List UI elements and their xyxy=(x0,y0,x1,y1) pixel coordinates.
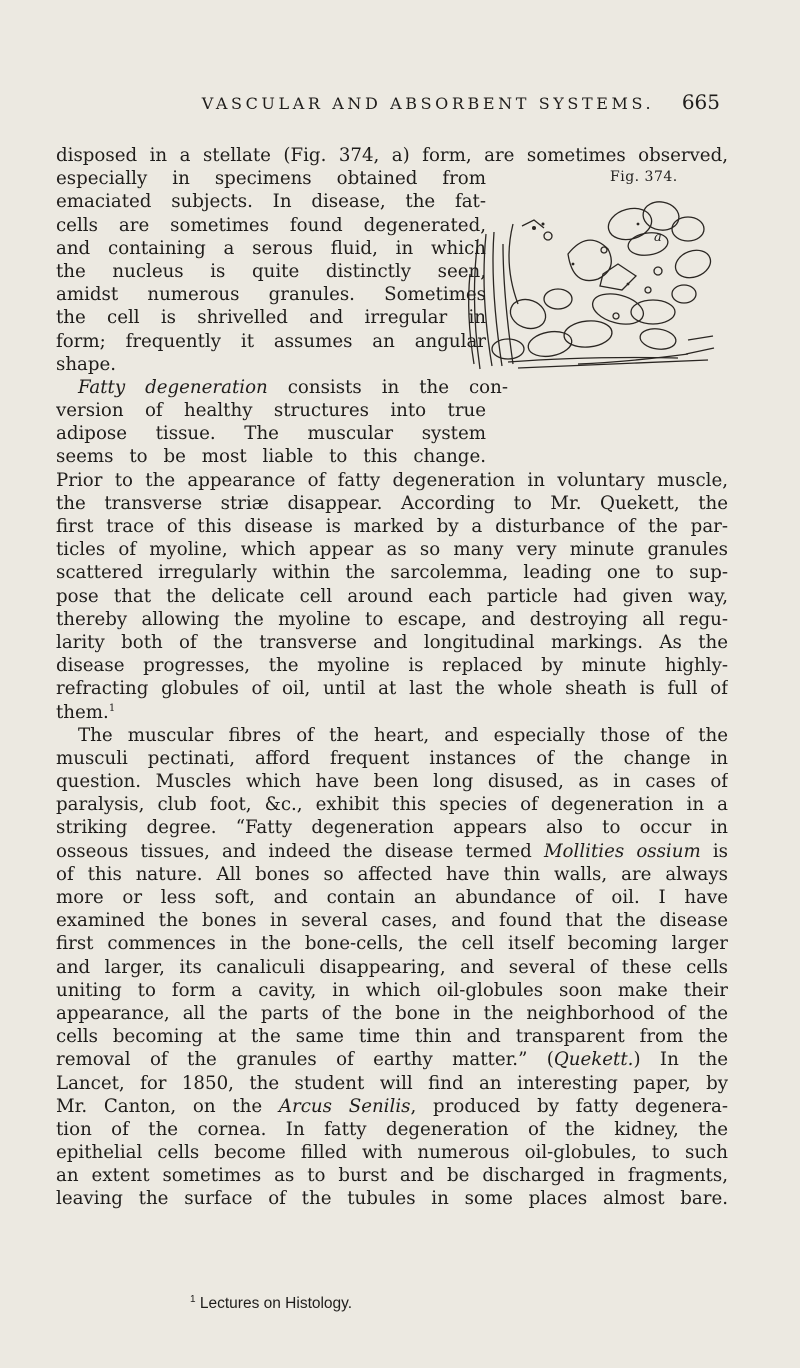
text-line: and larger, its canaliculi disappearing, and several of these cells xyxy=(56,956,728,978)
text-line: striking degree. “Fatty degeneration appears also to occur in xyxy=(56,817,728,839)
figure-caption: Fig. 374. xyxy=(610,169,678,185)
text-line: first trace of this disease is marked by a disturbance of the par- xyxy=(56,516,728,537)
text-line: ticles of myoline, which appear as so many very minute granules xyxy=(56,539,728,561)
text-line: amidst numerous granules. Sometimes xyxy=(56,284,486,306)
text-line: thereby allowing the myoline to escape, and destroying all regu- xyxy=(56,608,728,630)
footnote-reference: 1 xyxy=(108,702,116,714)
text-line xyxy=(56,1048,728,1071)
text-line: musculi pectinati, afford frequent instances of the change in xyxy=(56,747,728,769)
text-line: scattered irregularly within the sarcolemma, leading one to sup- xyxy=(56,562,728,584)
text-line: The muscular fibres of the heart, and especially those of the xyxy=(78,724,728,746)
emphasis: Mollities ossium xyxy=(543,840,701,862)
text-line: version of healthy structures into true xyxy=(56,400,486,422)
text-span: removal of the granules of earthy matter.” ( xyxy=(56,1049,554,1071)
text-span: them. xyxy=(56,701,109,723)
text-line: emaciated subjects. In disease, the fat- xyxy=(56,191,486,213)
text-line: an extent sometimes as to burst and be discharged in fragments, xyxy=(56,1165,728,1187)
page-number: 665 xyxy=(681,90,720,114)
text-line xyxy=(56,376,508,399)
footnote-text: Lectures on Histology. xyxy=(199,1295,353,1313)
text-line: uniting to form a cavity, in which oil-globules soon make their xyxy=(56,979,728,1001)
running-head: VASCULAR AND ABSORBENT SYSTEMS. xyxy=(201,94,655,113)
text-line: especially in specimens obtained from xyxy=(56,168,486,190)
text-line: refracting globules of oil, until at last the whole sheath is full of xyxy=(56,678,728,700)
footnote-mark: 1 xyxy=(190,1294,196,1305)
body-text xyxy=(56,144,728,1211)
text-line: shape. xyxy=(56,353,117,375)
text-line: cells becoming at the same time thin and transparent from the xyxy=(56,1026,728,1048)
emphasis: Fatty degeneration xyxy=(78,376,268,398)
text-line: question. Muscles which have been long disused, as in cases of xyxy=(56,771,728,793)
text-line: tion of the cornea. In fatty degeneration of the kidney, the xyxy=(56,1118,728,1140)
text-line xyxy=(56,701,728,724)
text-line: Prior to the appearance of fatty degeneration in voluntary muscle, xyxy=(56,469,728,491)
text-line: appearance, all the parts of the bone in the neighborhood of the xyxy=(56,1002,728,1024)
text-span: , produced by fatty degenera- xyxy=(410,1095,728,1117)
text-line: larity both of the transverse and longitudinal markings. As the xyxy=(56,631,728,653)
emphasis: Quekett. xyxy=(553,1049,634,1071)
text-line: of this nature. All bones so affected have thin walls, are always xyxy=(56,863,728,885)
text-span: ) In the xyxy=(633,1049,728,1071)
text-line: pose that the delicate cell around each particle had given way, xyxy=(56,585,728,607)
text-line: epithelial cells become filled with numerous oil-globules, to such xyxy=(56,1142,728,1164)
text-line: more or less soft, and contain an abundance of oil. I have xyxy=(56,887,728,908)
text-line xyxy=(56,1095,728,1118)
text-line: seems to be most liable to this change. xyxy=(56,446,486,468)
text-line: cells are sometimes found degenerated, xyxy=(56,214,486,236)
emphasis: Arcus Senilis xyxy=(278,1095,411,1117)
text-line: the cell is shrivelled and irregular in xyxy=(56,307,486,329)
text-span: is xyxy=(700,840,728,862)
text-line: the transverse striæ disappear. According to Mr. Quekett, the xyxy=(56,492,728,514)
text-span: osseous tissues, and indeed the disease termed xyxy=(56,840,544,862)
text-line: Lancet, for 1850, the student will find an interesting paper, by xyxy=(56,1072,728,1094)
text-line: leaving the surface of the tubules in some places almost bare. xyxy=(56,1188,728,1210)
footnote xyxy=(190,1294,650,1313)
text-line: the nucleus is quite distinctly seen, xyxy=(56,260,486,282)
text-line xyxy=(56,840,728,863)
text-line: form; frequently it assumes an angular xyxy=(56,330,486,352)
text-line: and containing a serous fluid, in which xyxy=(56,237,486,259)
text-line: disposed in a stellate (Fig. 374, a) form, are sometimes observed, xyxy=(56,145,728,166)
text-span: consists in the con- xyxy=(267,376,508,398)
text-line: paralysis, club foot, &c., exhibit this species of degeneration in a xyxy=(56,794,728,816)
text-line: disease progresses, the myoline is replaced by minute highly- xyxy=(56,655,728,677)
text-span: Mr. Canton, on the xyxy=(56,1095,279,1117)
text-line: first commences in the bone-cells, the cell itself becoming larger xyxy=(56,933,728,955)
text-line: adipose tissue. The muscular system xyxy=(56,423,486,445)
figure-label-a: a xyxy=(654,230,662,245)
text-line: examined the bones in several cases, and found that the disease xyxy=(56,910,728,932)
